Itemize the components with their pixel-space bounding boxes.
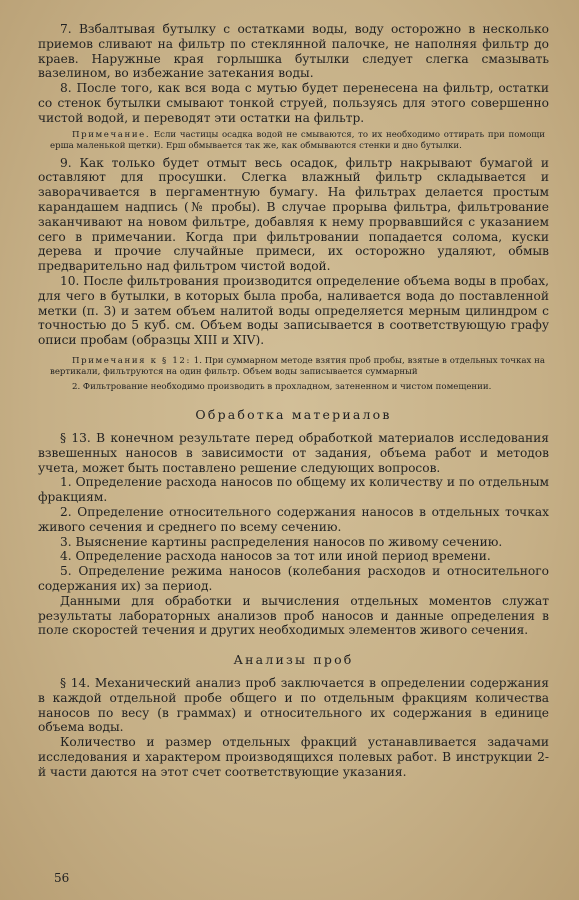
list-item-5: 5. Определение режима наносов (колебания расходов и относительного содержания их) за период. bbox=[38, 564, 549, 593]
footnote-2-item-1 bbox=[50, 356, 545, 378]
paragraph-fractions: Количество и размер отдельных фракций устанавливается задачами исследования и характером производящихся полевых работ. В инструкции 2-й части даются на этот счет соответствующие указания. bbox=[38, 735, 549, 779]
note-label: Примечание. bbox=[72, 129, 151, 140]
paragraph-10: 10. После фильтрования производится определение объема воды в пробах, для чего в бутылки, в которых была проба, наливается вода до поставленной метки (п. 3) и затем объем налитой воды определяется мерным цилиндром с точностью до 5 куб. см. Объем воды записывается в соответствующую графу описи пробам (образцы XIII и XIV). bbox=[38, 273, 549, 348]
section-heading-analysis: Анализы проб bbox=[233, 652, 354, 668]
paragraph-13: § 13. В конечном результате перед обработкой материалов исследования взвешенных наносов в зависимости от задания, объема работ и методов учета, может быть поставлено решение следующих вопросов. bbox=[38, 430, 549, 475]
list-item-1: 1. Определение расхода наносов по общему их количеству и по отдельным фракциям. bbox=[38, 475, 549, 505]
section-heading-processing: Обработка материалов bbox=[195, 406, 392, 422]
paragraph-9: 9. Как только будет отмыт весь осадок, фильтр накрывают бумагой и оставляют для просушки. Слегка влажный фильтр складывается и заворачивается в пергаментную бумагу. На фильтрах делается простым карандашем надпись (№ пробы). В случае прорыва фильтра, фильтрование заканчивают на новом фильтре, добавляя к нему прорвавшийся с указанием сего в примечании. Когда при фильтровании попадается солома, куски дерева и прочие случайные примеси, их осторожно удаляют, обмыв предварительно над фильтром чистой водой. bbox=[38, 155, 549, 274]
note-label: Примечания к § 12: bbox=[72, 355, 191, 366]
footnote-1 bbox=[50, 130, 545, 152]
list-item-2: 2. Определение относительного содержания наносов в отдельных точках живого сечения и среднего по всему сечению. bbox=[38, 504, 549, 534]
paragraph-data-sources: Данными для обработки и вычисления отдельных моментов служат результаты лабораторных анализов проб наносов и данные определения в поле скоростей течения и других необходимых элементов живого сечения. bbox=[38, 593, 549, 638]
footnote-2-item-2 bbox=[50, 382, 545, 393]
note-text: Если частицы осадка водой не смываются, то их необходимо оттирать при помощи ерша маленькой щетки). Ерш обмывается так же, как обмываются стенки и дно бутылки. bbox=[50, 129, 545, 151]
paragraph-7: 7. Взбалтывая бутылку с остатками воды, воду осторожно в несколько приемов сливают на фильтр по стеклянной палочке, не наполняя фильтр до краев. Наружные края горлышка бутылки следует слегка смазывать вазелином, во избежание затекания воды. bbox=[38, 22, 549, 81]
list-item-3: 3. Выяснение картины распределения наносов по живому сечению. bbox=[60, 534, 503, 549]
list-item-4: 4. Определение расхода наносов за тот или иной период времени. bbox=[60, 549, 491, 564]
page-number: 56 bbox=[54, 871, 70, 885]
paragraph-14: § 14. Механический анализ проб заключается в определении содержания в каждой отдельной пробе общего и по отдельным фракциям количества наносов по весу (в граммах) и относительного их содержания в единице объема воды. bbox=[38, 676, 549, 735]
note-text: 2. Фильтрование необходимо производить в прохладном, затененном и чистом помещении. bbox=[72, 381, 492, 392]
paragraph-8: 8. После того, как вся вода с мутью будет перенесена на фильтр, остатки со стенок бутылки смывают тонкой струей, пользуясь для этого совершенно чистой водой, и переводят эти остатки на фильтр. bbox=[38, 81, 549, 125]
note-text: 1. При суммарном методе взятия проб пробы, взятые в отдельных точках на вертикали, фильтруются на один фильтр. Объем воды записывается суммарный bbox=[50, 355, 545, 377]
